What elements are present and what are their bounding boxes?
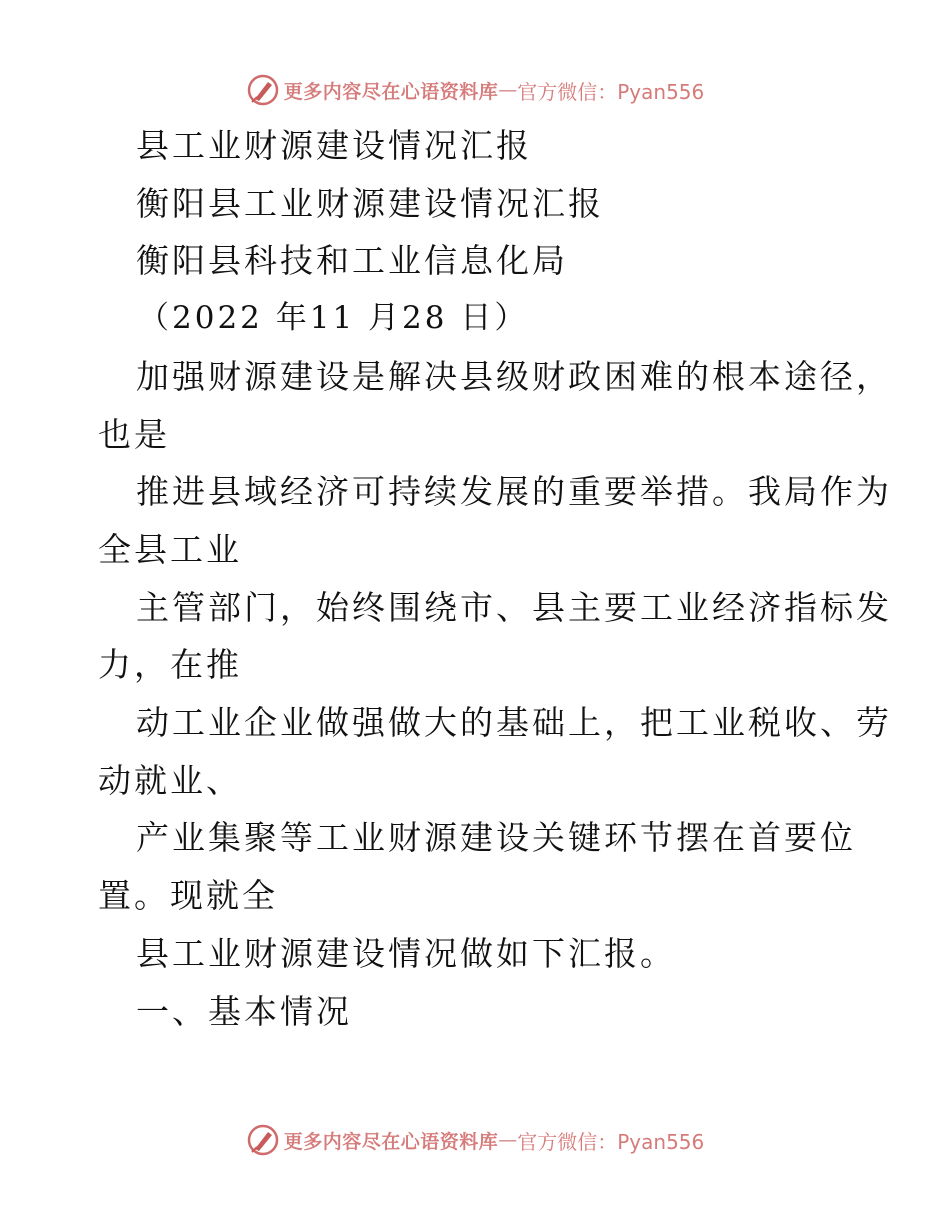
pen-logo-icon [246, 73, 280, 107]
document-body [98, 117, 892, 1040]
paragraph-line: 动就业、 [98, 760, 242, 800]
watermark-footer [0, 1120, 950, 1160]
section-heading: 一、基本情况 [136, 991, 352, 1031]
author-org: 衡阳县科技和工业信息化局 [136, 241, 568, 281]
report-date: （2022 年11 月28 日） [138, 300, 529, 337]
pen-logo-icon [246, 1123, 280, 1157]
paragraph-line: 产业集聚等工业财源建设关键环节摆在首要位 [136, 818, 856, 858]
paragraph-line: 全县工业 [98, 529, 242, 569]
watermark-header [0, 70, 950, 110]
watermark-wechat: 官方微信：Pyan556 [517, 1129, 705, 1154]
watermark-text: 更多内容尽在心语资料库 [283, 1130, 499, 1153]
paragraph-line: 也是 [98, 414, 170, 454]
paragraph-line: 力，在推 [98, 645, 242, 685]
paragraph-line: 推进县域经济可持续发展的重要举措。我局作为 [136, 472, 892, 512]
paragraph-line: 置。现就全 [98, 876, 278, 916]
watermark-wechat: 官方微信：Pyan556 [517, 79, 705, 104]
watermark-text: 更多内容尽在心语资料库 [283, 80, 499, 103]
paragraph-line: 加强财源建设是解决县级财政困难的根本途径， [136, 356, 892, 396]
paragraph-line: 主管部门，始终围绕市、县主要工业经济指标发 [136, 587, 892, 627]
paragraph-line: 动工业企业做强做大的基础上，把工业税收、劳 [136, 703, 892, 743]
watermark-separator: — [498, 79, 518, 101]
watermark-separator: — [498, 1129, 518, 1151]
paragraph-line: 县工业财源建设情况做如下汇报。 [136, 933, 676, 973]
document-title: 县工业财源建设情况汇报 [136, 126, 532, 165]
report-title: 衡阳县工业财源建设情况汇报 [136, 183, 604, 223]
